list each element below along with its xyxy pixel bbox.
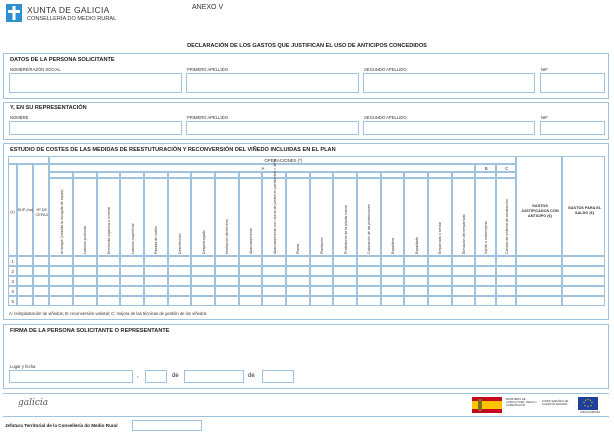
- data-input-cell[interactable]: [120, 266, 144, 276]
- data-input-cell[interactable]: [168, 266, 192, 276]
- data-input-cell[interactable]: [144, 276, 168, 286]
- data-input-cell[interactable]: [120, 256, 144, 266]
- data-input-cell[interactable]: [144, 256, 168, 266]
- data-input-cell[interactable]: [33, 256, 49, 266]
- data-input-cell[interactable]: [286, 296, 310, 306]
- data-input-cell[interactable]: [310, 266, 334, 276]
- data-input-cell[interactable]: [516, 256, 562, 266]
- costs-heading: ESTUDIO DE COSTES DE LAS MEDIDAS DE REESTUTURACIÓN Y RECONVERSIÓN DEL VIÑEDO INCLUIDAS EN EL PLAN: [10, 147, 336, 153]
- data-input-cell[interactable]: [428, 286, 452, 296]
- op-a-label-18: Elevación del emparrado: [462, 214, 467, 254]
- data-input-cell[interactable]: [428, 276, 452, 286]
- eu-label: UNIÓN EUROPEA: [580, 411, 601, 414]
- data-input-cell[interactable]: [120, 296, 144, 306]
- data-input-cell[interactable]: [381, 286, 405, 296]
- data-input-cell[interactable]: [168, 276, 192, 286]
- data-input-cell[interactable]: [49, 296, 73, 306]
- xunta-emblem-icon: [6, 4, 22, 22]
- office-label: Jefatura Territorial de la Consellería do Medio Rural: [5, 423, 118, 428]
- group-a-label: A: [261, 165, 265, 171]
- col-sup-label: SUP (ha): [17, 208, 34, 212]
- data-input-cell[interactable]: [17, 276, 33, 286]
- data-input-cell[interactable]: [49, 266, 73, 276]
- data-input-cell[interactable]: [357, 256, 381, 266]
- data-input-cell[interactable]: [562, 286, 605, 296]
- applicant-heading: DATOS DE LA PERSONA SOLICITANTE: [10, 57, 115, 63]
- data-input-cell[interactable]: [286, 256, 310, 266]
- representative-heading: Y, EN SU REPRESENTACIÓN: [10, 105, 87, 111]
- data-input-cell[interactable]: [404, 276, 428, 286]
- applicant-surname2-label: SEGUNDO APELLIDO: [364, 67, 407, 72]
- rep-surname1-input[interactable]: [186, 121, 359, 135]
- data-input-cell[interactable]: [333, 256, 357, 266]
- data-input-cell[interactable]: [144, 286, 168, 296]
- data-input-cell[interactable]: [452, 296, 476, 306]
- data-input-cell[interactable]: [496, 266, 516, 276]
- data-input-cell[interactable]: [428, 296, 452, 306]
- data-input-cell[interactable]: [97, 276, 121, 286]
- data-input-cell[interactable]: [239, 296, 263, 306]
- data-input-cell[interactable]: [475, 266, 495, 276]
- op-a-label-16: Espaldado: [414, 237, 419, 254]
- data-input-cell[interactable]: [452, 286, 476, 296]
- rep-name-input[interactable]: [9, 121, 182, 135]
- data-input-cell[interactable]: [496, 296, 516, 306]
- data-input-cell[interactable]: [310, 276, 334, 286]
- data-input-cell[interactable]: [97, 266, 121, 276]
- data-input-cell[interactable]: [97, 256, 121, 266]
- gastos-justificados-label: GASTOS JUSTIFICADOS CON ANTICIPO (€): [521, 204, 559, 218]
- applicant-nif-label: NIF: [541, 67, 548, 72]
- data-input-cell[interactable]: [215, 256, 239, 266]
- group-c-label: C: [504, 165, 509, 171]
- data-input-cell[interactable]: [357, 286, 381, 296]
- data-input-cell[interactable]: [33, 286, 49, 296]
- data-input-cell[interactable]: [17, 296, 33, 306]
- annex-label: ANEXO V: [192, 4, 224, 11]
- data-input-cell[interactable]: [262, 266, 286, 276]
- op-a-label-11: Planta: [296, 243, 301, 254]
- op-a-label-15: Espaldera: [391, 237, 396, 254]
- data-input-cell[interactable]: [73, 266, 97, 276]
- data-input-cell[interactable]: [428, 266, 452, 276]
- eu-flag-icon: [578, 397, 598, 410]
- data-input-cell[interactable]: [516, 286, 562, 296]
- row-number-5: 5: [11, 298, 14, 304]
- op-a-label-10: Abancalamiento con muros de piedra en pendientes > 30%: [272, 159, 277, 254]
- page-title: DECLARACIÓN DE LOS GASTOS QUE JUSTIFICAN EL USO DE ANTICIPOS CONCEDIDOS: [187, 43, 427, 49]
- rep-surname1-label: PRIMERO APELLIDO: [187, 115, 228, 120]
- row-number-2: 2: [11, 268, 14, 274]
- data-input-cell[interactable]: [404, 266, 428, 276]
- data-input-cell[interactable]: [475, 256, 495, 266]
- data-input-cell[interactable]: [17, 256, 33, 266]
- top-left-blank: [8, 156, 50, 164]
- data-input-cell[interactable]: [120, 276, 144, 286]
- data-input-cell[interactable]: [381, 266, 405, 276]
- gastos-saldo-label: GASTOS PARA EL SALDO (€): [567, 206, 602, 215]
- data-input-cell[interactable]: [144, 296, 168, 306]
- signature-heading: FIRMA DE LA PERSONA SOLICITANTE O REPRESENTANTE: [10, 328, 170, 334]
- year-input[interactable]: [262, 370, 294, 383]
- rep-nif-label: NIF: [541, 115, 548, 120]
- data-input-cell[interactable]: [475, 286, 495, 296]
- data-input-cell[interactable]: [310, 256, 334, 266]
- data-input-cell[interactable]: [516, 296, 562, 306]
- data-input-cell[interactable]: [239, 286, 263, 296]
- data-input-cell[interactable]: [215, 296, 239, 306]
- data-input-cell[interactable]: [496, 256, 516, 266]
- data-input-cell[interactable]: [428, 256, 452, 266]
- data-input-cell[interactable]: [333, 296, 357, 306]
- data-input-cell[interactable]: [239, 266, 263, 276]
- data-input-cell[interactable]: [262, 276, 286, 286]
- data-input-cell[interactable]: [310, 286, 334, 296]
- costs-table: [8, 156, 606, 307]
- op-a-label-17: Emparrado o similar: [438, 221, 443, 254]
- data-input-cell[interactable]: [286, 266, 310, 276]
- row-number-4: 4: [11, 288, 14, 294]
- data-input-cell[interactable]: [239, 256, 263, 266]
- data-input-cell[interactable]: [33, 296, 49, 306]
- rep-surname2-input[interactable]: [363, 121, 535, 135]
- data-input-cell[interactable]: [33, 266, 49, 276]
- data-input-cell[interactable]: [452, 256, 476, 266]
- data-input-cell[interactable]: [381, 296, 405, 306]
- data-input-cell[interactable]: [191, 266, 215, 276]
- fund-label: FONDO ESPAÑOL DE GARANTÍA AGRARIA: [542, 400, 569, 406]
- data-input-cell[interactable]: [215, 276, 239, 286]
- op-a-label-5: Pasada de rodillo: [154, 226, 159, 254]
- applicant-surname2-input[interactable]: [363, 73, 535, 93]
- data-input-cell[interactable]: [381, 256, 405, 266]
- data-input-cell[interactable]: [475, 276, 495, 286]
- data-input-cell[interactable]: [73, 296, 97, 306]
- col-cepas-label: Nº DE CEPAS: [35, 208, 49, 217]
- data-input-cell[interactable]: [73, 286, 97, 296]
- applicant-name-input[interactable]: [9, 73, 182, 93]
- op-b-label: Injerto o sobreinjerto: [484, 221, 489, 254]
- data-input-cell[interactable]: [310, 296, 334, 306]
- op-a-label-14: Colocación de las protecciones: [367, 204, 372, 254]
- data-input-cell[interactable]: [49, 256, 73, 266]
- data-input-cell[interactable]: [191, 286, 215, 296]
- comma-separator: ,: [137, 373, 139, 379]
- op-a-label-6: Desinfección: [178, 233, 183, 254]
- op-c-label: Cambio de sistema de conducción: [504, 199, 509, 254]
- data-input-cell[interactable]: [452, 276, 476, 286]
- applicant-surname1-input[interactable]: [186, 73, 359, 93]
- org-name: XUNTA DE GALICIA: [27, 5, 110, 15]
- office-input[interactable]: [132, 420, 202, 431]
- data-input-cell[interactable]: [562, 296, 605, 306]
- data-input-cell[interactable]: [120, 286, 144, 296]
- operations-label: OPERACIONES (*): [264, 157, 303, 163]
- data-input-cell[interactable]: [357, 266, 381, 276]
- data-input-cell[interactable]: [97, 296, 121, 306]
- ministry-label: MINISTERIO DE AGRICULTURA, PESCA Y ALIMENTACIÓN: [506, 398, 537, 407]
- op-a-label-2: Laboreo profundo: [83, 225, 88, 254]
- data-input-cell[interactable]: [262, 296, 286, 306]
- data-input-cell[interactable]: [333, 276, 357, 286]
- data-input-cell[interactable]: [357, 296, 381, 306]
- dept-name: CONSELLERÍA DO MEDIO RURAL: [27, 16, 117, 22]
- data-input-cell[interactable]: [516, 276, 562, 286]
- data-input-cell[interactable]: [404, 256, 428, 266]
- col-num-label: (1): [10, 210, 15, 214]
- de-label-1: de: [172, 373, 179, 379]
- rep-name-label: NOMBRE: [10, 115, 29, 120]
- op-a-label-3: Enmienda orgánica o mineral: [107, 207, 112, 254]
- data-input-cell[interactable]: [452, 266, 476, 276]
- op-a-label-8: Nivelación del terreno: [225, 219, 230, 254]
- month-input[interactable]: [184, 370, 244, 383]
- place-input[interactable]: [9, 370, 133, 383]
- rep-nif-input[interactable]: [540, 121, 605, 135]
- op-a-label-1: Arranque (incluida la recogida de cepas): [59, 189, 64, 254]
- data-input-cell[interactable]: [333, 266, 357, 276]
- data-input-cell[interactable]: [262, 286, 286, 296]
- data-input-cell[interactable]: [381, 276, 405, 286]
- data-input-cell[interactable]: [191, 276, 215, 286]
- data-input-cell[interactable]: [17, 286, 33, 296]
- data-input-cell[interactable]: [562, 276, 605, 286]
- day-input[interactable]: [145, 370, 167, 383]
- data-input-cell[interactable]: [168, 296, 192, 306]
- data-input-cell[interactable]: [357, 276, 381, 286]
- data-input-cell[interactable]: [215, 266, 239, 276]
- row-number-3: 3: [11, 278, 14, 284]
- de-label-2: de: [248, 373, 255, 379]
- xunta-logo: [6, 4, 22, 22]
- data-input-cell[interactable]: [286, 286, 310, 296]
- data-input-cell[interactable]: [215, 286, 239, 296]
- data-input-cell[interactable]: [49, 286, 73, 296]
- costs-legend: A: reimplantación de viñedos; B: reconversión varietal; C: mejora de las técnicas de gestión de los viñedos: [9, 311, 207, 316]
- data-input-cell[interactable]: [191, 256, 215, 266]
- data-input-cell[interactable]: [562, 256, 605, 266]
- data-input-cell[interactable]: [333, 286, 357, 296]
- data-input-cell[interactable]: [17, 266, 33, 276]
- applicant-name-label: NOMBRE/RAZÓN SOCIAL: [10, 67, 61, 72]
- data-input-cell[interactable]: [144, 266, 168, 276]
- op-a-label-13: Protectores de la planta nueva: [343, 205, 348, 254]
- op-a-label-7: Despedregado: [201, 230, 206, 254]
- data-input-cell[interactable]: [73, 276, 97, 286]
- galicia-logo: galicia: [18, 398, 49, 408]
- data-input-cell[interactable]: [404, 286, 428, 296]
- op-a-label-12: Plantación: [320, 237, 325, 254]
- rep-surname2-label: SEGUNDO APELLIDO: [364, 115, 407, 120]
- applicant-surname1-label: PRIMERO APELLIDO: [187, 67, 228, 72]
- data-input-cell[interactable]: [475, 296, 495, 306]
- data-input-cell[interactable]: [33, 276, 49, 286]
- data-input-cell[interactable]: [73, 256, 97, 266]
- place-date-label: Lugar y fecha: [10, 364, 36, 369]
- data-input-cell[interactable]: [97, 286, 121, 296]
- data-input-cell[interactable]: [516, 266, 562, 276]
- data-input-cell[interactable]: [496, 276, 516, 286]
- data-input-cell[interactable]: [404, 296, 428, 306]
- row-number-1: 1: [11, 258, 14, 264]
- data-input-cell[interactable]: [562, 266, 605, 276]
- group-b-label: B: [484, 165, 488, 171]
- data-input-cell[interactable]: [286, 276, 310, 286]
- data-input-cell[interactable]: [262, 256, 286, 266]
- data-input-cell[interactable]: [191, 296, 215, 306]
- data-input-cell[interactable]: [239, 276, 263, 286]
- op-a-label-9: Abancalamiento: [249, 228, 254, 254]
- data-input-cell[interactable]: [496, 286, 516, 296]
- applicant-nif-input[interactable]: [540, 73, 605, 93]
- data-input-cell[interactable]: [168, 256, 192, 266]
- data-input-cell[interactable]: [168, 286, 192, 296]
- spain-emblem-icon: [472, 397, 502, 413]
- data-input-cell[interactable]: [49, 276, 73, 286]
- op-a-label-4: Laboreo superficial: [130, 223, 135, 254]
